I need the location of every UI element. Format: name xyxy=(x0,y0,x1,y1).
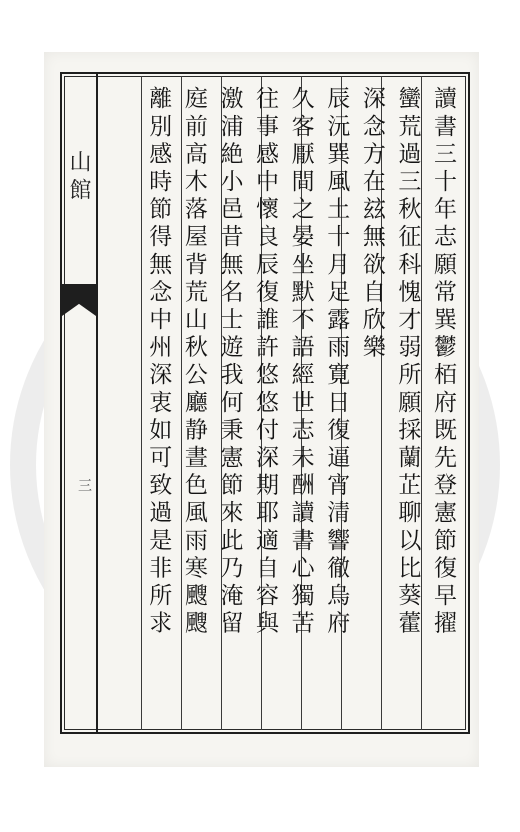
margin-title: 山館 xyxy=(66,150,91,206)
margin-page-marker: 三 xyxy=(76,478,92,496)
text-column-6: 往事感中懷良辰復誰許悠悠付深期耶適自容與 xyxy=(252,86,279,638)
text-column-9: 離別感時節得無念中州深衷如可致過是非所求 xyxy=(145,86,172,638)
text-column-3: 深念方在玆無欲自欣樂 xyxy=(358,86,385,362)
text-column-5: 久客厭間之晏坐默不語經世志未酬讀書心獨苦 xyxy=(287,86,314,638)
text-column-4: 辰沅巽風土十月足露雨寛日復逼宵清響徹烏府 xyxy=(323,86,350,638)
text-column-8: 庭前高木落屋背荒山秋公廳静晝色風雨寒颼颼 xyxy=(180,86,207,638)
text-column-7: 激浦絶小邑昔無名士遊我何秉憲節來此乃淹留 xyxy=(216,86,243,638)
text-column-2: 蠻荒過三秋征科愧才弱所願採蘭芷聊以比葵藿 xyxy=(394,86,421,638)
poem-text-block xyxy=(104,86,460,726)
text-column-1: 讀書三十年志願常巽鬱栢府既先登憲節復早擢 xyxy=(430,86,456,638)
